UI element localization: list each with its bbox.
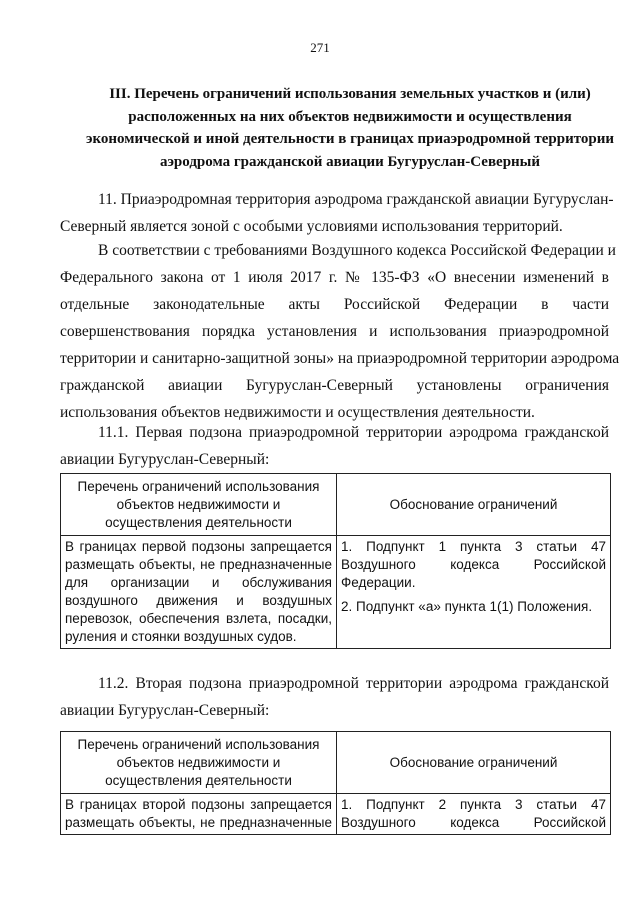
header-line: объектов недвижимости и xyxy=(116,754,281,770)
subzone-2-table xyxy=(60,731,611,835)
paragraph-line: территории и санитарно-защитной зоны» на приаэродромной территории аэродрома xyxy=(60,350,620,367)
paragraph-line: 11.2. Вторая подзона приаэродромной территории аэродрома гражданской xyxy=(98,675,609,692)
paragraph-11-1 xyxy=(60,419,609,473)
paragraph-line: совершенствования порядка установления и использования приаэродромной xyxy=(60,323,609,340)
cell-line: размещать объекты, не предназначенные xyxy=(65,815,332,830)
cell-line: размещать объекты, не предназначенные xyxy=(65,557,332,572)
page-number: 271 xyxy=(310,40,330,55)
paragraph-line: использования объектов недвижимости и осуществления деятельности. xyxy=(60,404,535,421)
paragraph-line: Федерального закона от 1 июля 2017 г. № 135-ФЗ «О внесении изменений в xyxy=(60,269,609,286)
paragraph-line: авиации Бугуруслан-Северный: xyxy=(60,451,270,468)
cell-line: В границах первой подзоны запрещается xyxy=(65,539,332,554)
cell-line: 2. Подпункт «а» пункта 1(1) Положения. xyxy=(341,599,593,614)
paragraph-11-2 xyxy=(60,670,609,724)
justification-cell xyxy=(337,794,611,835)
header-line: осуществления деятельности xyxy=(105,514,292,530)
restriction-cell xyxy=(61,536,337,649)
table-row xyxy=(61,794,611,835)
paragraph-line: гражданской авиации Бугуруслан-Северный установлены ограничения xyxy=(60,377,609,394)
header-line: объектов недвижимости и xyxy=(116,496,281,512)
cell-line: перевозок, обеспечения взлета, посадки, xyxy=(65,611,332,626)
restriction-cell xyxy=(61,794,337,835)
subzone-1-table xyxy=(60,473,611,649)
header-line: осуществления деятельности xyxy=(105,772,292,788)
cell-line: В границах второй подзоны запрещается xyxy=(65,797,332,812)
section-title xyxy=(60,83,640,173)
header-restrictions xyxy=(61,474,337,536)
header-justification: Обоснование ограничений xyxy=(337,474,611,536)
header-line: Перечень ограничений использования xyxy=(77,478,320,494)
paragraph-requirements xyxy=(60,237,620,426)
header-restrictions xyxy=(61,732,337,794)
table-row xyxy=(61,536,611,649)
section-title-line: III. Перечень ограничений использования земельных участков и (или) xyxy=(109,86,591,102)
paragraph-line: 11.1. Первая подзона приаэродромной территории аэродрома гражданской xyxy=(98,424,609,441)
cell-line: для организации и обслуживания xyxy=(65,575,332,590)
paragraph-line: Северный является зоной с особыми условиями использования территорий. xyxy=(60,218,563,235)
cell-line: Воздушного кодекса Российской xyxy=(341,815,606,830)
header-justification: Обоснование ограничений xyxy=(337,732,611,794)
cell-line: руления и стоянки воздушных судов. xyxy=(65,629,297,644)
section-title-line: расположенных на них объектов недвижимости и осуществления xyxy=(128,108,572,125)
paragraph-line: авиации Бугуруслан-Северный: xyxy=(60,702,270,719)
table-header-row xyxy=(61,474,611,536)
cell-line: 1. Подпункт 2 пункта 3 статьи 47 xyxy=(341,797,606,812)
cell-line: Федерации. xyxy=(341,575,416,590)
section-title-line: экономической и иной деятельности в границах приаэродромной территории xyxy=(85,131,615,147)
paragraph-line: В соответствии с требованиями Воздушного кодекса Российской Федерации и xyxy=(98,242,616,259)
table-header-row xyxy=(61,732,611,794)
header-line: Перечень ограничений использования xyxy=(77,736,320,752)
justification-cell xyxy=(337,536,611,649)
paragraph-11 xyxy=(60,186,614,240)
cell-line: Воздушного кодекса Российской xyxy=(341,557,606,572)
paragraph-line: 11. Приаэродромная территория аэродрома гражданской авиации Бугуруслан- xyxy=(98,191,614,208)
cell-line: 1. Подпункт 1 пункта 3 статьи 47 xyxy=(341,539,606,554)
cell-line: воздушного движения и воздушных xyxy=(65,593,332,608)
section-title-line: аэродрома гражданской авиации Бугуруслан-Северный xyxy=(159,153,541,170)
paragraph-line: отдельные законодательные акты Российской Федерации в части xyxy=(60,296,609,313)
